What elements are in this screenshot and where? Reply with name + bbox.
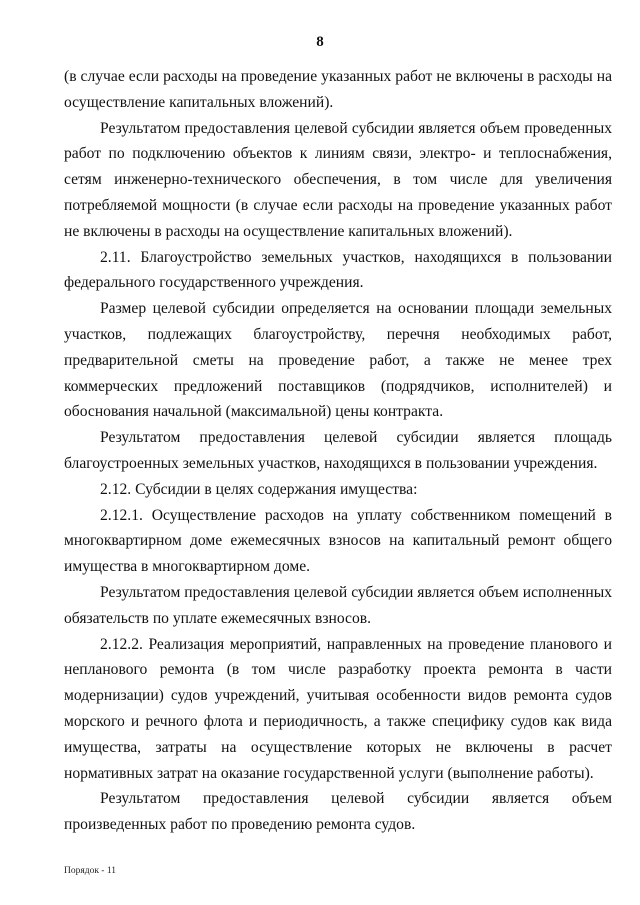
paragraph-4: Размер целевой субсидии определяется на основании площади земельных участков, подлежащих благоустройству, перечня необходимых работ, предварительной сметы на проведение работ, а также не менее трех коммерческих предложений поставщиков (подрядчиков, исполнителей) и обоснования начальной (максимальной) цены контракта. [64,300,612,421]
paragraph-6: 2.12. Субсидии в целях содержания имущества: [100,480,418,498]
paragraph-3: 2.11. Благоустройство земельных участков, находящихся в пользовании федерального государственного учреждения. [64,248,612,292]
document-body [64,64,612,838]
page-number: 8 [316,34,324,50]
paragraph-5: Результатом предоставления целевой субсидии является площадь благоустроенных земельных участков, находящихся в пользовании учреждения. [64,429,612,472]
paragraph-1: (в случае если расходы на проведение указанных работ не включены в расходы на осуществление капитальных вложений). [64,68,612,111]
footer-label: Порядок - 11 [64,866,116,876]
paragraph-2: Результатом предоставления целевой субсидии является объем проведенных работ по подключению объектов к линиям связи, электро- и теплоснабжения, сетям инженерно-технического обеспечения, в том числе для увеличения потребляемой мощности (в случае если расходы на проведение указанных работ не включены в расходы на осуществление капитальных вложений). [64,119,612,240]
paragraph-7: 2.12.1. Осуществление расходов на уплату собственником помещений в многоквартирном доме ежемесячных взносов на капитальный ремонт общего имущества в многоквартирном доме. [64,506,612,576]
paragraph-9: 2.12.2. Реализация мероприятий, направленных на проведение планового и непланового ремонта (в том числе разработку проекта ремонта в части модернизации) судов учреждений, учитывая особенности видов ремонта судов морского и речного флота и периодичность, а также специфику судов как вида имущества, затраты на осуществление которых не включены в расчет нормативных затрат на оказание государственной услуги (выполнение работы). [64,635,612,782]
paragraph-8: Результатом предоставления целевой субсидии является объем исполненных обязательств по уплате ежемесячных взносов. [64,583,612,627]
paragraph-10: Результатом предоставления целевой субсидии является объем произведенных работ по проведению ремонта судов. [64,790,612,834]
